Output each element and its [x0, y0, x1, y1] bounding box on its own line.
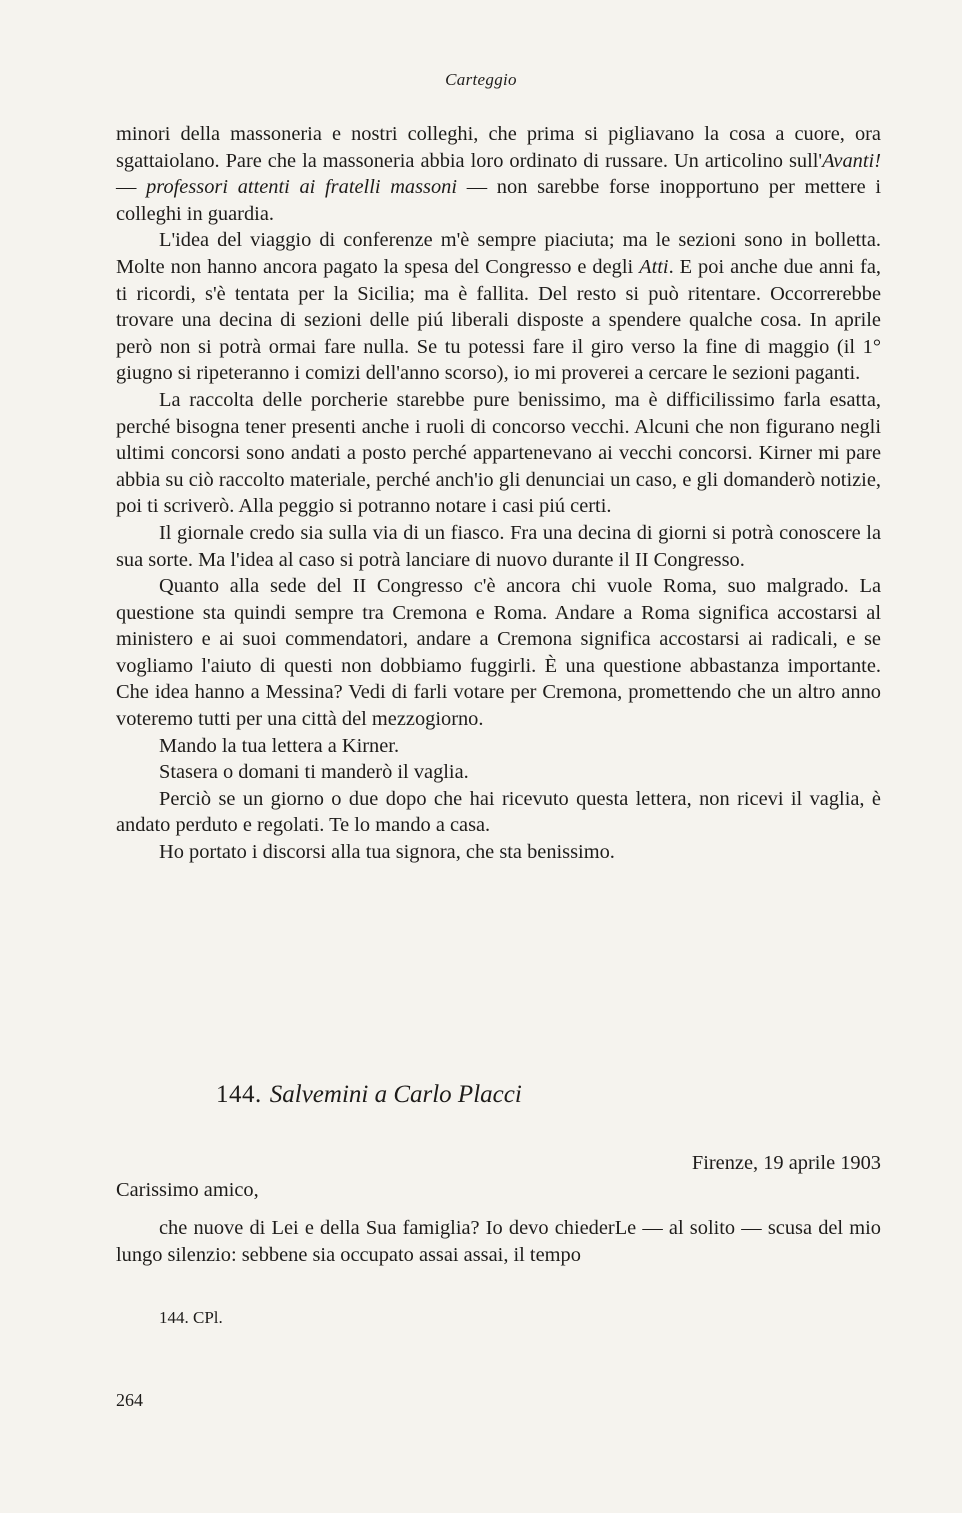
letter-opening: che nuove di Lei e della Sua famiglia? Io devo chiederLe — al solito — scusa del mio lungo silenzio: sebbene sia occupato assai assai, il tempo — [116, 1217, 881, 1266]
letter-144-body — [116, 1215, 881, 1268]
letter-143-continuation — [116, 121, 881, 866]
article-title: professori attenti ai fratelli massoni — [146, 176, 458, 199]
letter-dateline: Firenze, 19 aprile 1903 — [691, 1152, 881, 1174]
text-segment: La raccolta delle porcherie starebbe pure benissimo, ma è difficilissimo farla esatta, perché bisogna tener presenti anche i ruoli di concorso vecchi. Alcuni che non figurano negli ultimi concorsi sono andati a posto perché appartenevano ai vecchi concorsi. Kirner mi pare abbia su ciò raccolto materiale, perché anch'io gli denunciai un caso, e gli domanderò notizie, poi ti scriverò. Alla peggio si potranno notare i casi piú certi. — [116, 388, 881, 518]
paragraph-8 — [116, 786, 881, 839]
text-segment: — non sarebbe forse inopportuno per mettere i colleghi in guardia. — [116, 176, 881, 225]
paragraph-2 — [116, 227, 881, 387]
text-segment: minori della massoneria e nostri colleghi, che prima si pigliavano la cosa a cuore, ora sgattaiolano. Pare che la massoneria abbia loro ordinato di russare. Un articolino sull' — [116, 123, 881, 172]
letter-title: Salvemini a Carlo Placci — [269, 1081, 522, 1108]
text-segment: . E poi anche due anni fa, ti ricordi, s'è tentata per la Sicilia; ma è fallita. Del resto si può ritentare. Occorrerebbe trovare una decina di sezioni delle piú liberali disposte a spendere qualche cosa. In aprile però non si potrà ormai fare nulla. Se tu potessi fare il giro verso la fine di maggio (il 1° giugno si ripeteranno i comizi dell'anno scorso), io mi proverei a cercare le sezioni paganti. — [116, 255, 881, 385]
text-segment: Perciò se un giorno o due dopo che hai ricevuto questa lettera, non ricevi il vaglia, è andato perduto e regolati. Te lo mando a casa. — [116, 787, 881, 837]
text-segment: Stasera o domani ti manderò il vaglia. — [159, 761, 469, 784]
text-segment: Il giornale credo sia sulla via di un fiasco. Fra una decina di giorni si potrà conoscere la sua sorte. Ma l'idea al caso si potrà lanciare di nuovo durante il II Congresso. — [116, 521, 881, 571]
text-segment: L'idea del viaggio di conferenze m'è sempre piaciuta; ma le sezioni sono in bolletta. Molte non hanno ancora pagato la spesa del Congresso e degli — [116, 229, 881, 278]
running-head: Carteggio — [445, 70, 517, 89]
newspaper-title-avanti: Avanti! — [822, 149, 881, 172]
text-segment: — — [116, 176, 147, 199]
letter-number: 144. — [216, 1081, 262, 1108]
paragraph-1 — [116, 121, 881, 227]
letter-salutation: Carissimo amico, — [116, 1179, 259, 1201]
text-segment: Mando la tua lettera a Kirner. — [159, 734, 400, 757]
text-segment: Ho portato i discorsi alla tua signora, che sta benissimo. — [159, 841, 615, 864]
italic-atti: Atti — [639, 255, 669, 278]
letter-heading — [216, 1078, 522, 1112]
page-number: 264 — [116, 1390, 143, 1410]
footnote: 144. CPl. — [159, 1308, 223, 1327]
paragraph-4 — [116, 520, 881, 573]
paragraph-5 — [116, 573, 881, 733]
text-segment: Quanto alla sede del II Congresso c'è ancora chi vuole Roma, suo malgrado. La questione sta quindi sempre tra Cremona e Roma. Andare a Roma significa accostarsi al ministero e ai suoi commendatori, andare a Cremona significa accostarsi ai radicali, e se vogliamo l'aiuto di questi non dobbiamo fuggirli. È una questione abbastanza importante. Che idea hanno a Messina? Vedi di farli votare per Cremona, promettendo che un altro anno voteremo tutti per una città del mezzogiorno. — [116, 575, 881, 731]
paragraph-6 — [116, 733, 881, 760]
paragraph-9 — [116, 839, 881, 866]
paragraph-7 — [116, 759, 881, 786]
paragraph-3 — [116, 387, 881, 520]
